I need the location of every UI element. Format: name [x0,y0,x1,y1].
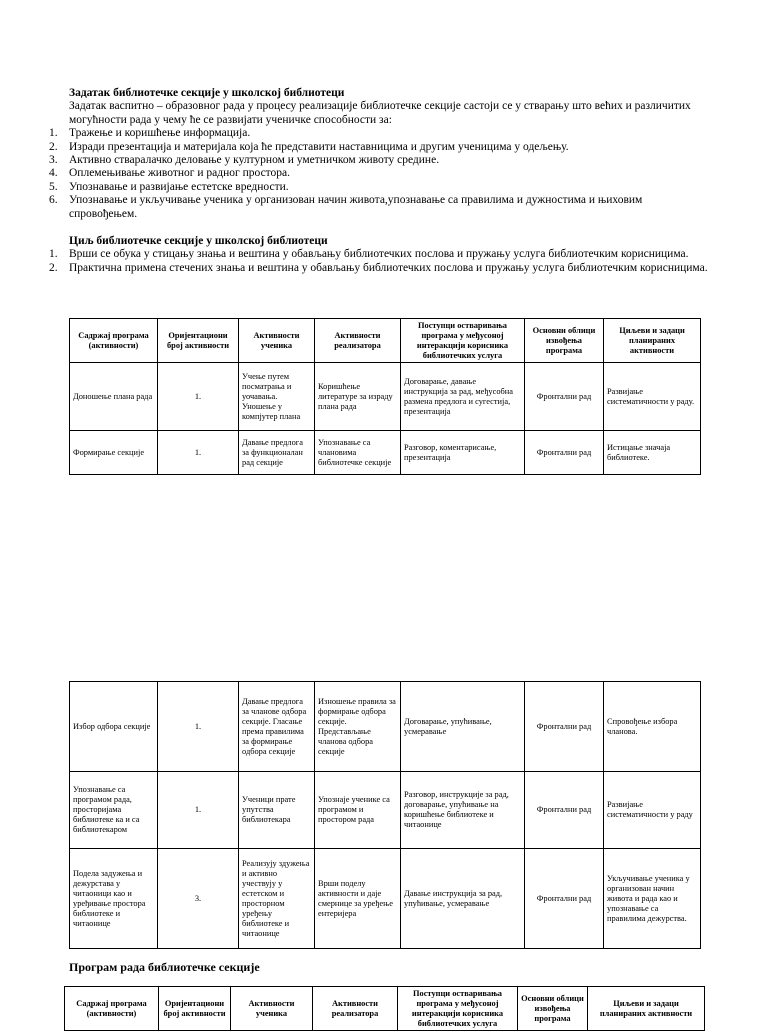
list-item: 5. Упознавање и развијање естетске вредности. [49,180,289,193]
table-header-cell: Садржај програма (активности) [70,319,158,363]
table-cell: Фронтални рад [525,682,604,772]
table-cell: Разговор, коментарисање, презентација [401,431,525,475]
table-header-cell: Основни облици извођења програма [525,319,604,363]
table-cell: Фронтални рад [525,849,604,949]
section-tasks [49,87,709,221]
table-cell: Доношење плана рада [70,363,158,431]
table-cell: Истицање значаја библиотеке. [604,431,701,475]
table-cell: Упознавање са члановима библиотечке секције [315,431,401,475]
program-table [64,986,705,1031]
table-cell: Давање предлога за функционалан рад секције [239,431,315,475]
goal-list [49,248,709,275]
table-cell: Укључивање ученика у организован начин живота и рада као и упознавање са правилима дежурства. [604,849,701,949]
table-cell: Учење путем посматрања и уочавања. Уношење у компјутер плана [239,363,315,431]
tasks-list [49,127,709,221]
table-cell: 1. [158,682,239,772]
activities-table-1 [69,318,701,475]
list-item: 6. Упознавање и укључивање ученика у организован начин живота,упознавање са правилима и дужностима и њиховим спровођењем. [49,194,643,220]
table-cell: Избор одбора секције [70,682,158,772]
list-item: 4. Оплемењивање животног и радног простора. [49,167,291,180]
list-item: 2. Изради презентација и материјала која ће представити наставницима и другим ученицима у одељењу. [49,140,569,153]
table-row [70,849,701,949]
table-cell: Давање инструкција за рад, упућивање, усмеравање [401,849,525,949]
table-cell: Ученици прате упутства библиотекара [239,772,315,849]
table-cell: 1. [158,363,239,431]
section-goal-title: Циљ библиотечке секције у школској библиотеци [69,235,328,247]
activities-table-2 [69,681,701,949]
table-header-cell: Активности ученика [239,319,315,363]
list-item: 1. Врши се обука у стицању знања и вештина у обављању библиотечких послова и пружању услуга библиотечким корисницима. [49,248,689,261]
table-cell: Развијање систематичности у раду. [604,363,701,431]
table-cell: Коришћење литературе за израду плана рада [315,363,401,431]
table-cell: 1. [158,431,239,475]
table-header-cell: Оријентациони број активности [159,987,231,1031]
table-cell: Упознаје ученике са програмом и простором рада [315,772,401,849]
table-cell: Упознавање са програмом рада, просторијама библиотеке ка и са библиотекаром [70,772,158,849]
table-row [70,363,701,431]
table-cell: Спровођење избора чланова. [604,682,701,772]
table-cell: Врши поделу активности и даје смернице за уређење ентеријера [315,849,401,949]
table-cell: Разговор, инструкције за рад, договарање, упућивање на коришћење библиотеке и читаонице [401,772,525,849]
list-item: 1. Тражење и коришћење информација. [49,127,251,140]
table-cell: Фронтални рад [525,431,604,475]
table-cell: Договарање, упућивање, усмеравање [401,682,525,772]
table-cell: Подела задужења и дежурстава у читаоници као и уређивање простора библиотеке и читаонице [70,849,158,949]
program-title: Програм рада библиотечке секције [69,960,260,974]
table-cell: Развијање систематичности у раду [604,772,701,849]
table-cell: 3. [158,849,239,949]
list-item: 3. Активно стваралачко деловање у културном и уметничком животу средине. [49,154,440,167]
table-header-cell: Основни облици извођења програма [518,987,588,1031]
table-cell: Фронтални рад [525,363,604,431]
section-tasks-title: Задатак библиотечке секције у школској библиотеци [69,87,345,99]
section-tasks-intro: Задатак васпитно – образовног рада у процесу реализације библиотечке секције састоји се у стварању што већих и различитих могућности рада у чему ће се развијати ученичке способности за: [69,100,691,126]
table-header-cell: Садржај програма (активности) [65,987,159,1031]
table-header-cell: Активности реализатора [315,319,401,363]
section-goal [49,235,709,275]
table-header-cell: Активности ученика [231,987,313,1031]
list-item: 2. Практична примена стечених знања и вештина у обављању библиотечких послова и пружању услуга библиотечким корисницима. [49,261,708,274]
table-header-cell: Поступци остваривања програма у међусоној интеракцији корисника библиотечких услуга [401,319,525,363]
table-row [70,772,701,849]
table-cell: Договарање, давање инструкција за рад, међусобна размена предлога и сугестија, презентација [401,363,525,431]
table-header-cell: Циљеви и задаци планираних активности [604,319,701,363]
table-cell: Изношење правила за формирање одбора секције. Представљање чланова одбора секције [315,682,401,772]
table-header-cell: Активности реализатора [313,987,398,1031]
table-row [70,431,701,475]
table-cell: 1. [158,772,239,849]
table-cell: Давање предлога за чланове одбора секције. Гласање према правилима за формирање одбора секције [239,682,315,772]
table-header-cell: Циљеви и задаци планираних активности [588,987,705,1031]
table-cell: Формирање секције [70,431,158,475]
table-row [70,682,701,772]
table-header-cell: Поступци остваривања програма у међусоној интеракцији корисника библиотечких услуга [398,987,518,1031]
table-header-cell: Оријентациони број активности [158,319,239,363]
table-cell: Фронтални рад [525,772,604,849]
table-cell: Реализују здужења и активно учествују у естетском и просторном уређењу библиотеке и читаонице [239,849,315,949]
table-header-row [70,319,701,363]
